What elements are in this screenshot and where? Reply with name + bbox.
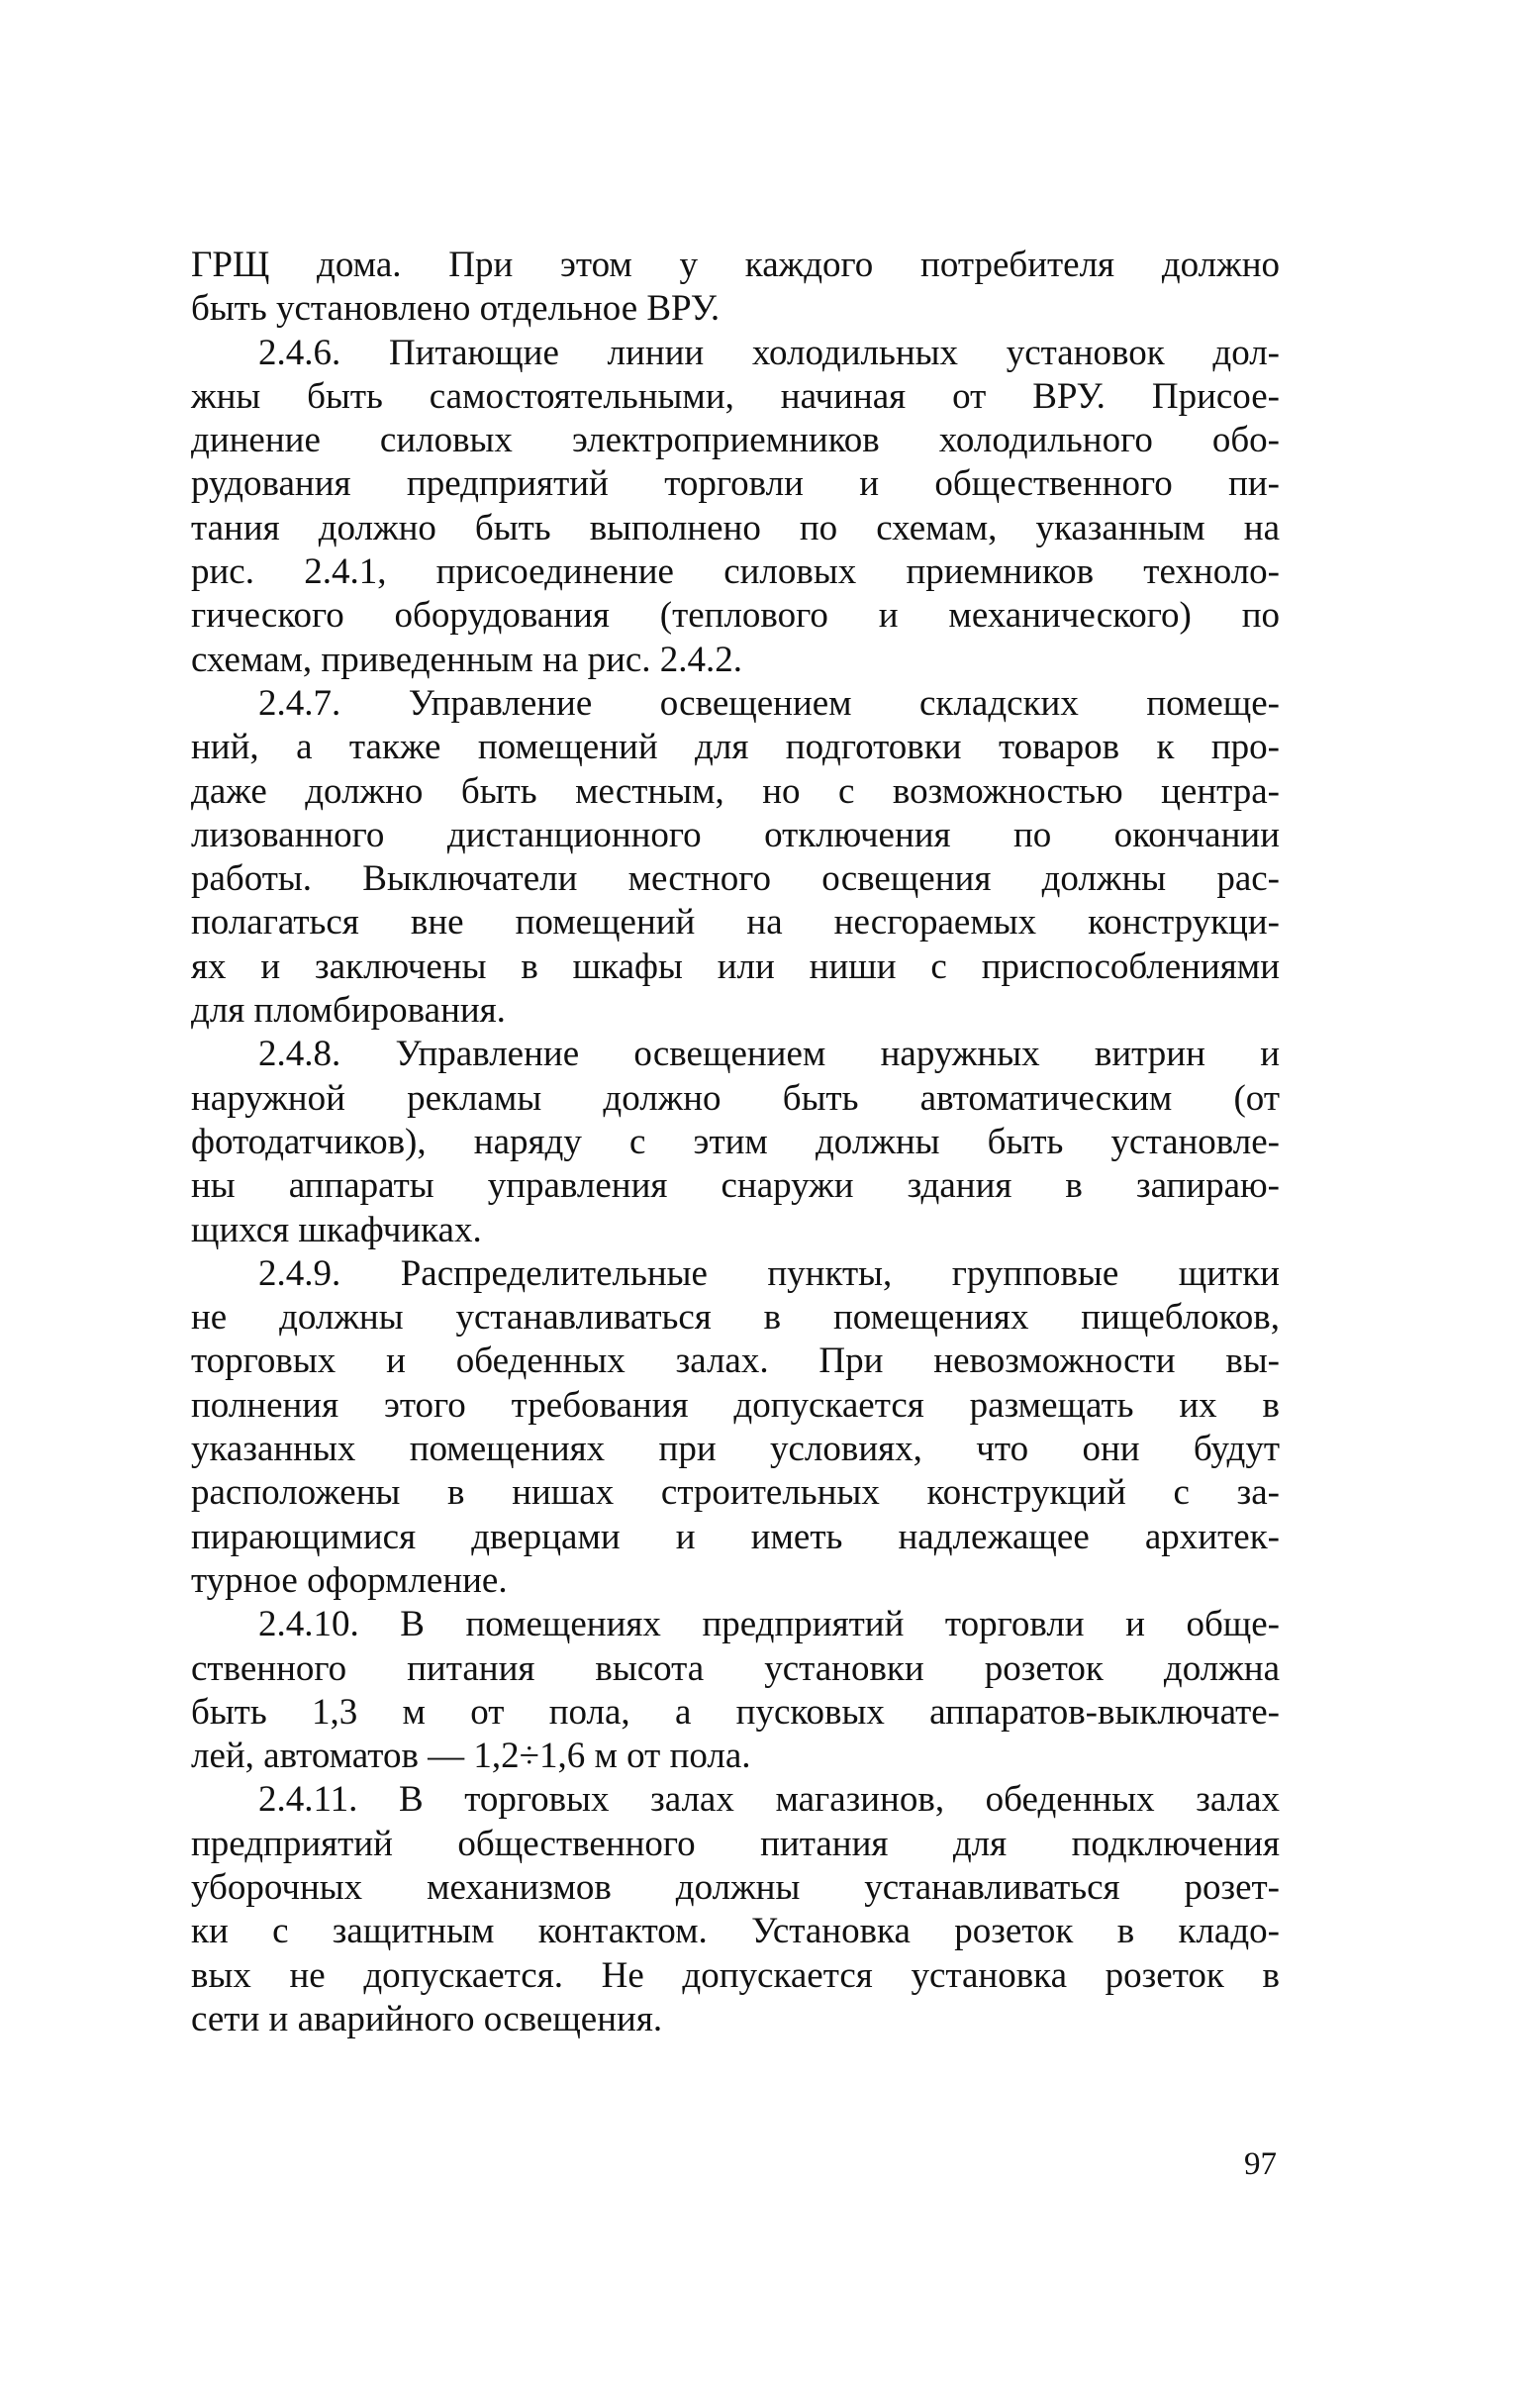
text-line: 2.4.10. В помещениях предприятий торговли и обще- bbox=[258, 1604, 1280, 1645]
text-line: предприятий общественного питания для подключения bbox=[191, 1823, 1280, 1864]
text-line: 2.4.6. Питающие линии холодильных установок дол- bbox=[258, 332, 1280, 373]
text-line: ний, а также помещений для подготовки товаров к про- bbox=[191, 727, 1280, 768]
text-line: торговых и обеденных залах. При невозможности вы- bbox=[191, 1341, 1280, 1382]
text-line: ны аппараты управления снаружи здания в запираю- bbox=[191, 1165, 1280, 1207]
text-line: 2.4.7. Управление освещением складских помеще- bbox=[258, 682, 1280, 724]
text-line: быть установлено отдельное ВРУ. bbox=[191, 288, 721, 330]
text-line: ях и заключены в шкафы или ниши с приспособлениями bbox=[191, 945, 1280, 987]
text-line: 2.4.9. Распределительные пункты, групповые щитки bbox=[258, 1252, 1280, 1294]
text-line: сети и аварийного освещения. bbox=[191, 1998, 663, 2039]
text-line: рудования предприятий торговли и общественного пи- bbox=[191, 463, 1280, 505]
page-number: 97 bbox=[1244, 2146, 1277, 2182]
text-line: тания должно быть выполнено по схемам, указанным на bbox=[191, 507, 1280, 548]
text-line: быть 1,3 м от пола, а пусковых аппаратов-выключате- bbox=[191, 1691, 1280, 1733]
text-line: турное оформление. bbox=[191, 1559, 508, 1601]
page-body-text bbox=[191, 244, 1280, 2041]
text-line: не должны устанавливаться в помещениях пищеблоков, bbox=[191, 1297, 1280, 1339]
text-line: вых не допускается. Не допускается установка розеток в bbox=[191, 1954, 1280, 1996]
text-line: лизованного дистанционного отключения по окончании bbox=[191, 814, 1280, 855]
text-line: лей, автоматов — 1,2÷1,6 м от пола. bbox=[191, 1736, 751, 1777]
text-line: указанных помещениях при условиях, что они будут bbox=[191, 1429, 1280, 1470]
text-line: уборочных механизмов должны устанавливаться розет- bbox=[191, 1866, 1280, 1908]
text-line: ки с защитным контактом. Установка розеток в кладо- bbox=[191, 1911, 1280, 1952]
text-line: работы. Выключатели местного освещения должны рас- bbox=[191, 858, 1280, 900]
text-line: щихся шкафчиках. bbox=[191, 1209, 482, 1250]
text-line: 2.4.11. В торговых залах магазинов, обеденных залах bbox=[258, 1779, 1280, 1821]
text-line: пирающимися дверцами и иметь надлежащее архитек- bbox=[191, 1516, 1280, 1557]
text-line: гического оборудования (теплового и механического) по bbox=[191, 595, 1280, 637]
text-line: фотодатчиков), наряду с этим должны быть установле- bbox=[191, 1121, 1280, 1162]
text-line: схемам, приведенным на рис. 2.4.2. bbox=[191, 639, 743, 680]
text-line: жны быть самостоятельными, начиная от ВРУ. Присое- bbox=[191, 375, 1280, 417]
text-line: ственного питания высота установки розеток должна bbox=[191, 1647, 1280, 1689]
text-line: динение силовых электроприемников холодильного обо- bbox=[191, 420, 1280, 461]
text-line: для пломбирования. bbox=[191, 990, 506, 1032]
text-line: ГРЩ дома. При этом у каждого потребителя должно bbox=[191, 245, 1280, 285]
text-line: расположены в нишах строительных конструкций с за- bbox=[191, 1472, 1280, 1514]
text-line: рис. 2.4.1, присоединение силовых приемников техноло- bbox=[191, 551, 1280, 593]
text-line: даже должно быть местным, но с возможностью центра- bbox=[191, 770, 1280, 812]
text-line: полнения этого требования допускается размещать их в bbox=[191, 1384, 1280, 1426]
text-line: 2.4.8. Управление освещением наружных витрин и bbox=[258, 1034, 1280, 1075]
text-line: наружной рекламы должно быть автоматическим (от bbox=[191, 1077, 1280, 1119]
text-line: полагаться вне помещений на несгораемых конструкци- bbox=[191, 902, 1280, 944]
